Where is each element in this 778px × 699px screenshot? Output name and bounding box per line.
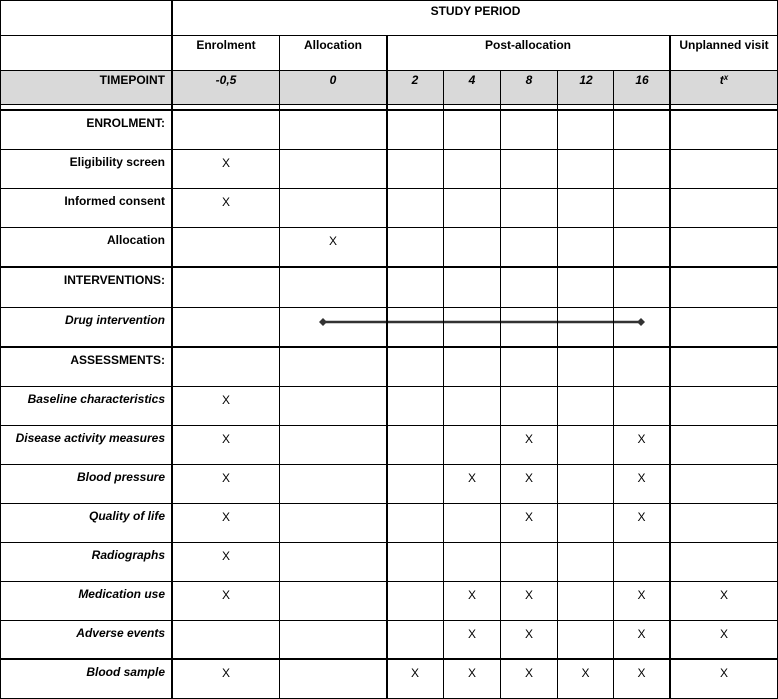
tx-subscript: x <box>723 73 729 82</box>
schedule-mark: X <box>410 666 419 680</box>
schedule-mark: X <box>467 588 476 602</box>
grid-line <box>0 658 778 660</box>
schedule-mark: X <box>637 432 646 446</box>
grid-line <box>0 620 778 621</box>
row-label: Disease activity measures <box>15 431 165 445</box>
unplanned-visit-header: Unplanned visit <box>679 38 769 52</box>
schedule-mark: X <box>221 666 230 680</box>
grid-line <box>279 35 280 699</box>
grid-line <box>386 35 388 699</box>
grid-line <box>0 0 778 1</box>
schedule-mark: X <box>221 549 230 563</box>
timepoint-enrolment: -0,5 <box>215 73 237 87</box>
schedule-mark: X <box>328 234 337 248</box>
grid-line <box>0 109 778 111</box>
row-label: Quality of life <box>88 509 165 523</box>
schedule-mark: X <box>637 666 646 680</box>
schedule-mark: X <box>221 432 230 446</box>
grid-line <box>0 266 778 268</box>
grid-line <box>0 425 778 426</box>
schedule-mark: X <box>581 666 590 680</box>
enrolment-header: Enrolment <box>196 38 256 52</box>
span-start-diamond <box>319 318 327 326</box>
grid-line <box>0 542 778 543</box>
grid-line <box>0 35 778 36</box>
grid-line <box>0 149 778 150</box>
grid-line <box>0 464 778 465</box>
study-period-header: STUDY PERIOD <box>430 4 521 18</box>
grid-line <box>0 386 778 387</box>
row-label: Baseline characteristics <box>27 392 165 406</box>
schedule-mark: X <box>467 666 476 680</box>
grid-line <box>0 307 778 308</box>
schedule-mark: X <box>524 666 533 680</box>
schedule-mark: X <box>637 627 646 641</box>
grid-line <box>443 70 444 699</box>
grid-line <box>669 35 671 699</box>
section-title: ENROLMENT: <box>86 116 165 130</box>
row-label: Eligibility screen <box>69 155 165 169</box>
timepoint-week-12: 12 <box>579 73 593 87</box>
section-title: INTERVENTIONS: <box>63 273 165 287</box>
schedule-mark: X <box>221 588 230 602</box>
row-label: Blood sample <box>86 665 165 679</box>
schedule-mark: X <box>637 588 646 602</box>
row-label: Blood pressure <box>76 470 165 484</box>
schedule-mark: X <box>221 195 230 209</box>
row-label: Radiographs <box>91 548 165 562</box>
schedule-mark: X <box>719 627 728 641</box>
timepoint-week-8: 8 <box>525 73 533 87</box>
schedule-mark: X <box>221 471 230 485</box>
grid-line <box>613 70 614 699</box>
tx-base: t <box>719 73 724 87</box>
schedule-mark: X <box>637 510 646 524</box>
grid-line <box>0 346 778 348</box>
schedule-mark: X <box>524 471 533 485</box>
grid-line <box>0 581 778 582</box>
grid-line <box>171 0 173 699</box>
row-label: Allocation <box>106 233 165 247</box>
schedule-mark: X <box>719 666 728 680</box>
schedule-mark: X <box>524 432 533 446</box>
schedule-mark: X <box>467 471 476 485</box>
schedule-mark: X <box>467 627 476 641</box>
grid-line <box>500 70 501 699</box>
schedule-mark: X <box>637 471 646 485</box>
timepoint-allocation: 0 <box>329 73 337 87</box>
schedule-mark: X <box>524 510 533 524</box>
schedule-mark: X <box>221 393 230 407</box>
grid-line <box>0 70 778 71</box>
span-end-diamond <box>637 318 645 326</box>
row-label: Adverse events <box>76 626 165 640</box>
section-title: ASSESSMENTS: <box>70 353 165 367</box>
timepoint-week-4: 4 <box>468 73 476 87</box>
post-allocation-header: Post-allocation <box>484 38 571 52</box>
timepoint-week-16: 16 <box>635 73 649 87</box>
schedule-mark: X <box>221 510 230 524</box>
grid-line <box>0 104 778 105</box>
row-label: Drug intervention <box>64 313 165 327</box>
allocation-header: Allocation <box>303 38 362 52</box>
grid-line <box>0 503 778 504</box>
schedule-mark: X <box>524 627 533 641</box>
schedule-mark: X <box>719 588 728 602</box>
grid-line <box>557 70 558 699</box>
schedule-mark: X <box>524 588 533 602</box>
row-label: Medication use <box>78 587 165 601</box>
grid-line <box>0 188 778 189</box>
timepoint-label: TIMEPOINT <box>99 73 165 87</box>
schedule-mark: X <box>221 156 230 170</box>
grid-line <box>0 227 778 228</box>
timepoint-week-2: 2 <box>411 73 419 87</box>
row-label: Informed consent <box>64 194 165 208</box>
